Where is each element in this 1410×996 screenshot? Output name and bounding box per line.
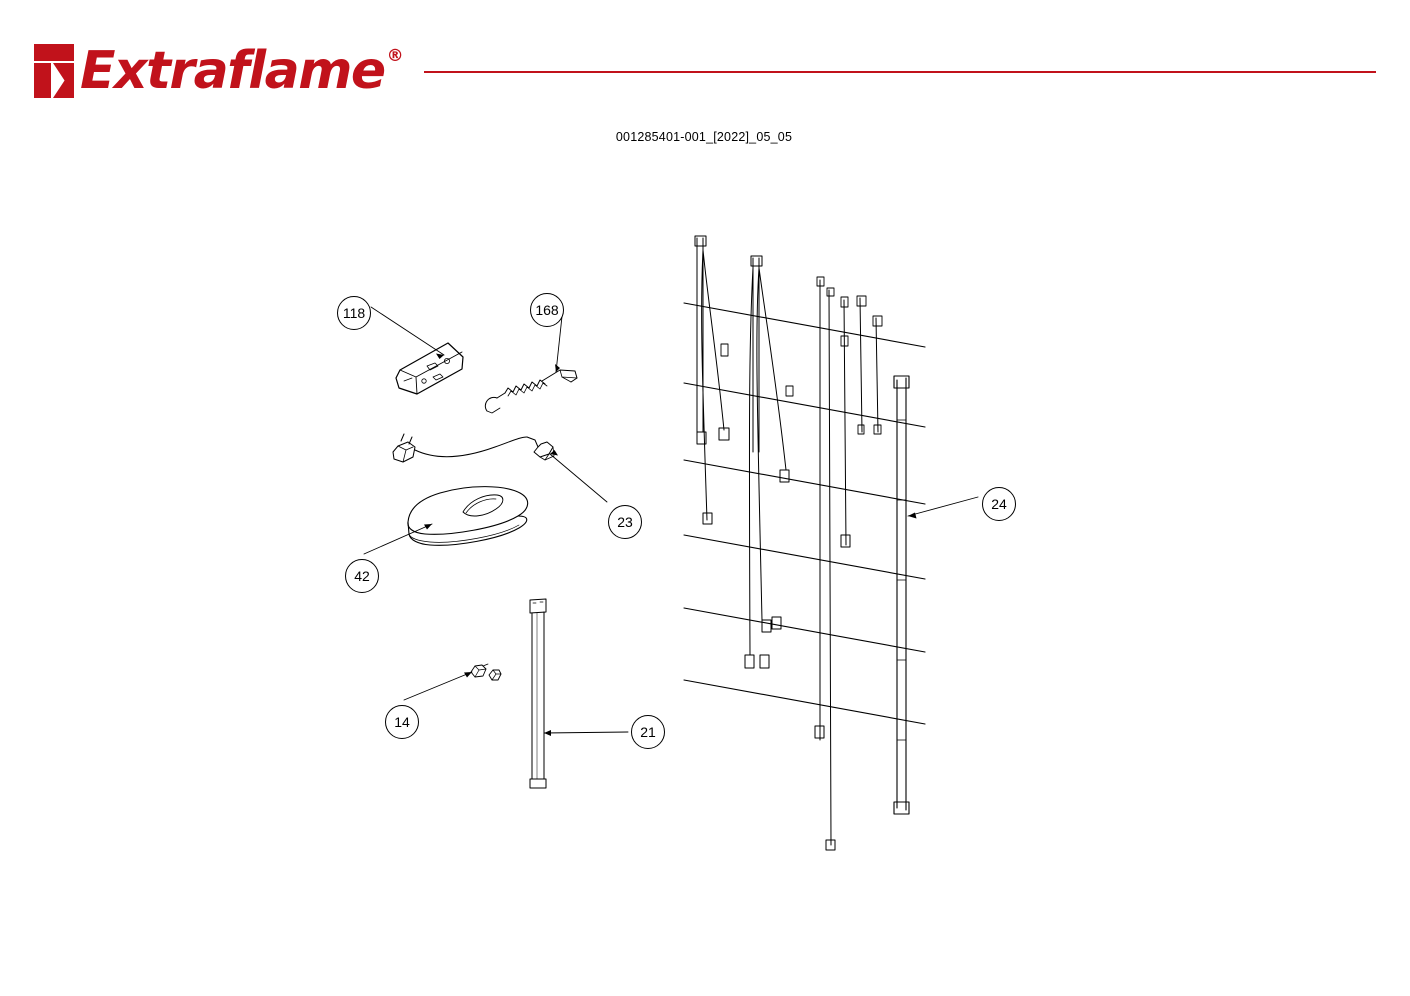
callout-24[interactable]: 24 (982, 487, 1016, 521)
registered-trademark-icon: ® (386, 46, 404, 66)
part-small-clips (471, 664, 501, 680)
document-code (0, 130, 1410, 144)
part-spring-handle (485, 370, 577, 413)
callout-118[interactable]: 118 (337, 296, 371, 330)
extraflame-logo-icon (34, 44, 74, 98)
part-long-rod (530, 599, 546, 788)
header-divider (424, 71, 1376, 73)
callout-21[interactable]: 21 (631, 715, 665, 749)
part-power-cable (393, 434, 554, 462)
document-code-text: 001285401-001_[2022]_05_05 (615, 130, 793, 144)
callout-14[interactable]: 14 (385, 705, 419, 739)
callout-23[interactable]: 23 (608, 505, 642, 539)
part-wiring-harness (684, 236, 925, 850)
page-header (0, 0, 1410, 120)
callout-42[interactable]: 42 (345, 559, 379, 593)
part-base-plate (408, 487, 528, 546)
callout-168[interactable]: 168 (530, 293, 564, 327)
part-remote-control (396, 343, 463, 394)
brand-logo (34, 41, 404, 101)
brand-name: Extraflame (80, 41, 385, 101)
